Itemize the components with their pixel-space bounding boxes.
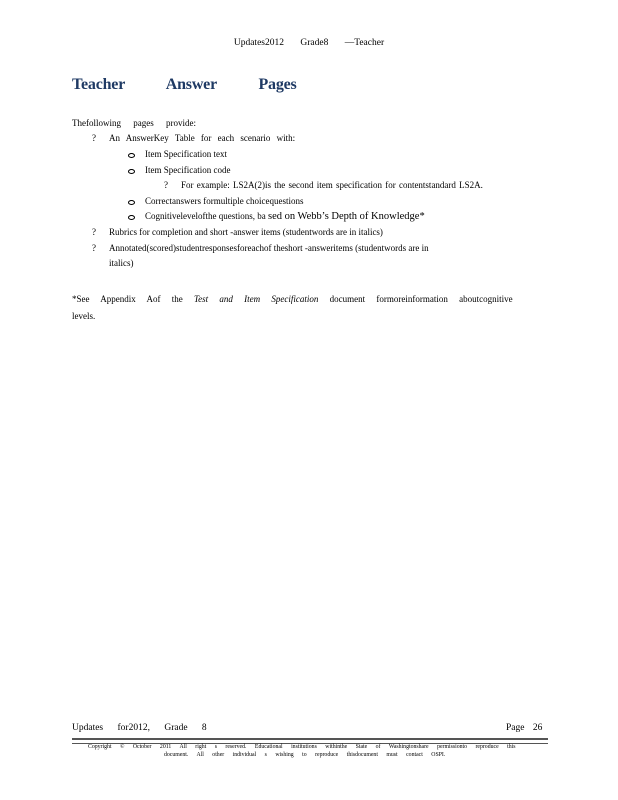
- example-line: For example: LS2A(2)is the second item specification for contentstandard LS2A.: [181, 180, 483, 190]
- intro-text: Thefollowing pages provide:: [72, 118, 196, 128]
- bullet-annotated: Annotated(scored)studentresponsesforeachof theshort -answeritems (studentwords are in: [109, 243, 429, 253]
- webb-dok-text: sed on Webb’s Depth of Knowledge*: [267, 211, 425, 222]
- note-italic-title: Test and Item Specification: [194, 294, 319, 304]
- note-text-cont: document formoreinformation aboutcognitive: [329, 294, 513, 304]
- copyright-line-1: Copyright © October 2011 All right s reserved. Educational institutions withinthe State of Washingtonshare permissionto reproduce this: [88, 744, 516, 750]
- copyright-line-2: document. All other individual s wishing to reproduce thisdocument must contact OSPI.: [164, 752, 446, 758]
- footer-left: Updates for2012, Grade 8: [72, 723, 207, 733]
- bullet-marker: ?: [92, 227, 96, 237]
- circle-bullet-icon: [128, 200, 135, 205]
- sub-item-spec-text: Item Specification text: [145, 149, 227, 159]
- circle-bullet-icon: [128, 153, 135, 158]
- bullet-rubrics: Rubrics for completion and short -answer items (studentwords are in italics): [109, 227, 383, 237]
- bullet-marker: ?: [164, 180, 168, 190]
- running-header: Updates2012 Grade8 —Teacher: [233, 38, 385, 48]
- sub-item-spec-code: Item Specification code: [145, 165, 231, 175]
- appendix-note: [72, 294, 513, 304]
- sub-cognitive-level: [145, 211, 425, 222]
- sub-correct-answers: Correctanswers formultiple choicequestions: [145, 196, 304, 206]
- page-title: Teacher Answer Pages: [72, 76, 297, 93]
- note-text: *See Appendix Aof the: [72, 294, 183, 304]
- cognitive-level-text: Cognitivelevelofthe questions, ba: [145, 211, 266, 221]
- bullet-annotated-cont: italics): [109, 258, 134, 268]
- bullet-answer-key: An AnswerKey Table for each scenario with:: [109, 133, 296, 143]
- bullet-marker: ?: [92, 133, 96, 143]
- appendix-note-cont: levels.: [72, 311, 96, 321]
- circle-bullet-icon: [128, 169, 135, 174]
- circle-bullet-icon: [128, 215, 135, 220]
- bullet-marker: ?: [92, 243, 96, 253]
- page-number: Page 26: [506, 723, 543, 733]
